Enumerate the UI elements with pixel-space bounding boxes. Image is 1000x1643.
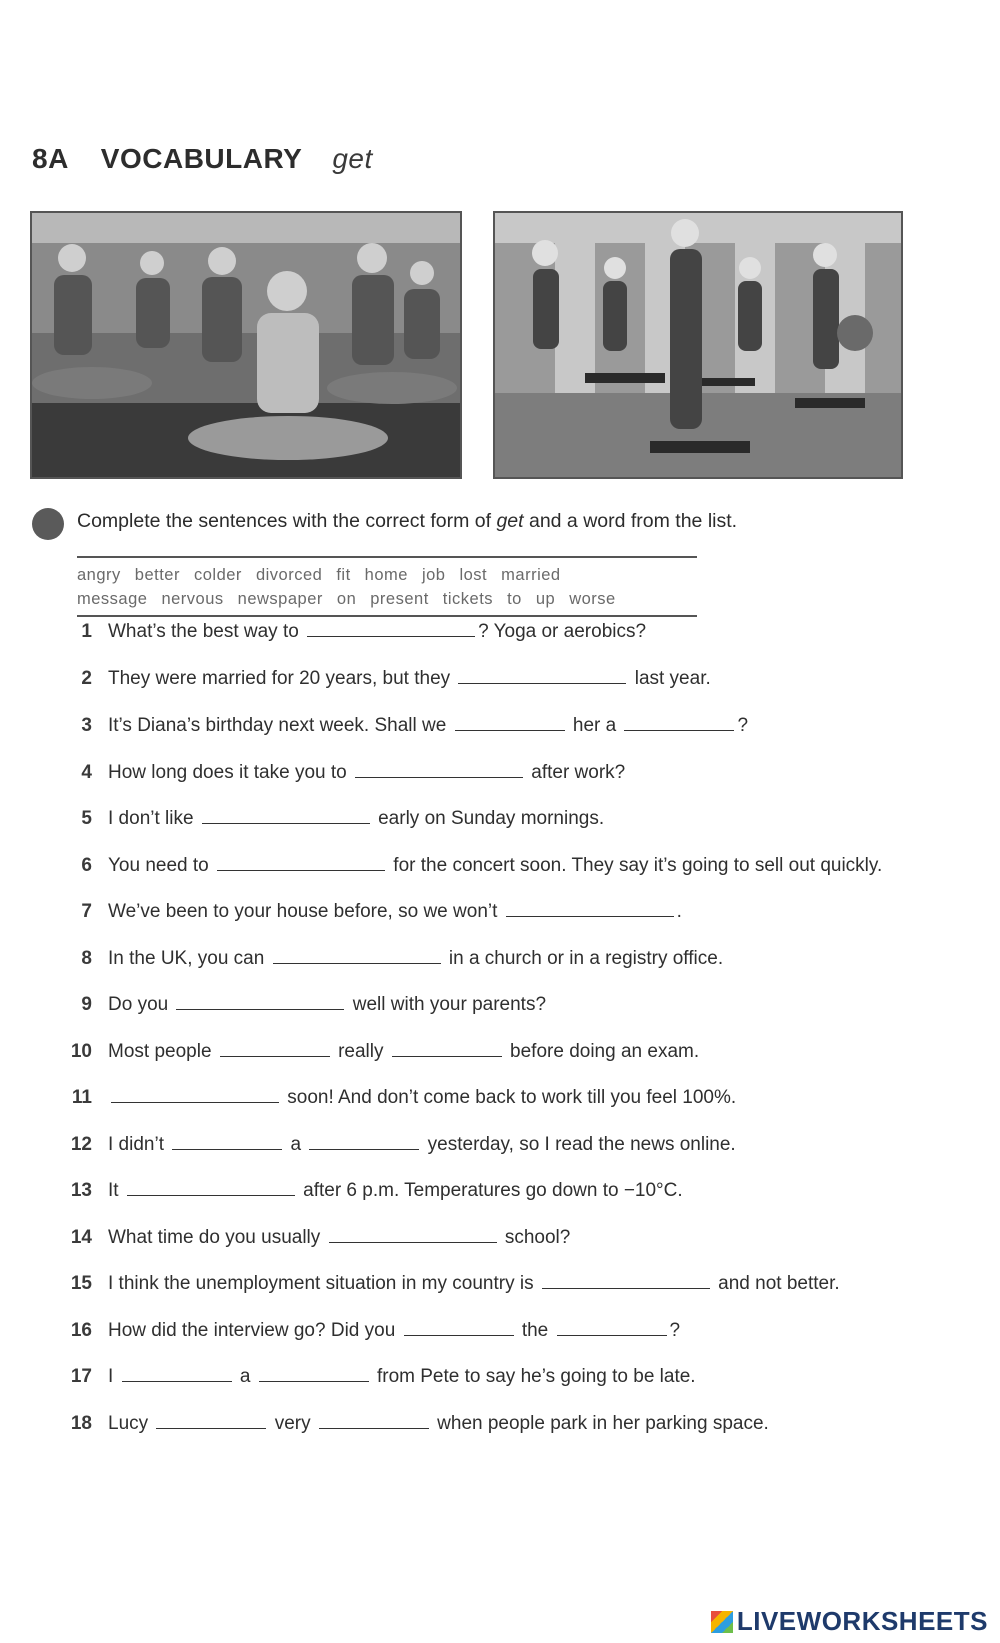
item-text: Lucy [108,1413,154,1434]
answer-blank[interactable] [455,712,565,731]
word-list-item: present [370,590,429,608]
item-text: We’ve been to your house before, so we won’t [108,901,503,922]
exercise-bullet [32,508,64,540]
word-list-item: colder [193,566,242,584]
exercise-item [62,1177,982,1203]
item-text: I [108,1366,119,1387]
item-number: 5 [81,808,92,829]
word-list-item: lost [459,566,488,584]
word-list-item: home [364,566,408,584]
item-number: 11 [71,1087,92,1108]
item-text: ? Yoga or aerobics? [478,621,647,642]
exercise-item [62,712,982,738]
exercise-item [62,945,982,971]
item-text: It’s Diana’s birthday next week. Shall we [108,715,452,736]
answer-blank[interactable] [111,1084,279,1103]
item-number: 13 [70,1180,92,1201]
liveworksheets-logo: LIVEWORKSHEETS [711,1606,988,1637]
word-list-item: nervous [161,590,224,608]
instructions: Complete the sentences with the correct form of get and a word from the list. [77,510,738,532]
answer-blank[interactable] [392,1038,502,1057]
item-text: Most people [108,1041,217,1062]
item-text: a [285,1134,307,1155]
word-list-item: fit [336,566,351,584]
exercise-item [62,898,982,924]
item-text: well with your parents? [347,994,547,1015]
word-list-item: message [77,590,148,608]
item-number: 9 [81,994,92,1015]
item-text: I think the unemployment situation in my country is [108,1273,539,1294]
answer-blank[interactable] [542,1270,710,1289]
photo-yoga-class [30,211,462,479]
exercise-item [62,1317,982,1343]
word-list-row [77,563,697,587]
exercise-item [62,1038,982,1064]
item-text: the [516,1320,554,1341]
item-text: . [676,901,682,922]
exercise-item [62,665,982,691]
exercise-item [62,991,982,1017]
word-list-row [77,587,697,611]
answer-blank[interactable] [273,945,441,964]
item-text: ? [737,715,749,736]
answer-blank[interactable] [355,759,523,778]
answer-blank[interactable] [307,618,475,637]
word-list-item: worse [569,590,616,608]
answer-blank[interactable] [122,1363,232,1382]
item-number: 15 [70,1273,92,1294]
item-text: You need to [108,855,215,876]
item-number: 1 [81,621,92,642]
item-text: ? [669,1320,681,1341]
answer-blank[interactable] [319,1410,429,1429]
item-text: They were married for 20 years, but they [108,668,456,689]
item-text: last year. [629,668,711,689]
exercise-item [62,759,982,785]
item-text: from Pete to say he’s going to be late. [371,1366,696,1387]
item-number: 10 [70,1041,92,1062]
item-text: in a church or in a registry office. [443,948,724,969]
item-text: before doing an exam. [504,1041,700,1062]
item-text: her a [567,715,622,736]
item-text: for the concert soon. They say it’s going to sell out quickly. [388,855,883,876]
exercise-item [62,1084,982,1110]
word-list-item: up [535,590,556,608]
answer-blank[interactable] [458,665,626,684]
answer-blank[interactable] [557,1317,667,1336]
answer-blank[interactable] [309,1131,419,1150]
exercise-item [62,1410,982,1436]
word-list-item: to [507,590,522,608]
item-number: 7 [81,901,92,922]
answer-blank[interactable] [176,991,344,1010]
item-text: very [269,1413,316,1434]
logo-mark-icon [711,1611,733,1633]
exercise-item [62,618,982,644]
exercise-item [62,805,982,831]
answer-blank[interactable] [202,805,370,824]
item-text: Do you [108,994,174,1015]
answer-blank[interactable] [217,852,385,871]
exercise-item [62,852,982,878]
item-number: 8 [81,948,92,969]
word-list-item: tickets [442,590,494,608]
item-number: 16 [70,1320,92,1341]
item-number: 18 [70,1413,92,1434]
word-list-item: better [134,566,180,584]
word-list-item: angry [77,566,121,584]
item-text: early on Sunday mornings. [372,808,605,829]
item-text: How long does it take you to [108,762,352,783]
item-number: 3 [81,715,92,736]
answer-blank[interactable] [404,1317,514,1336]
exercise-item [62,1270,982,1296]
item-text: when people park in her parking space. [431,1413,769,1434]
word-list-item: married [501,566,561,584]
item-text: yesterday, so I read the news online. [422,1134,736,1155]
word-list-item: divorced [255,566,323,584]
item-text: It [108,1180,124,1201]
item-text: and not better. [712,1273,840,1294]
answer-blank[interactable] [329,1224,497,1243]
word-list-item: newspaper [237,590,323,608]
item-text: What’s the best way to [108,621,305,642]
item-number: 6 [81,855,92,876]
answer-blank[interactable] [172,1131,282,1150]
item-text: after 6 p.m. Temperatures go down to −10°C. [297,1180,683,1201]
item-text: school? [499,1227,571,1248]
item-number: 2 [81,668,92,689]
exercise-item [62,1224,982,1250]
item-text: a [234,1366,256,1387]
item-number: 17 [70,1366,92,1387]
word-list-box [77,556,697,617]
topic-label: get [332,143,373,174]
word-list-item: job [421,566,446,584]
item-text: In the UK, you can [108,948,270,969]
item-number: 4 [81,762,92,783]
item-text: I don’t like [108,808,199,829]
answer-blank[interactable] [220,1038,330,1057]
item-text: after work? [525,762,626,783]
item-text: really [332,1041,389,1062]
answer-blank[interactable] [506,898,674,917]
exercise-item [62,1363,982,1389]
answer-blank[interactable] [259,1363,369,1382]
item-text: I didn’t [108,1134,170,1155]
page-title [32,143,373,175]
item-text: How did the interview go? Did you [108,1320,401,1341]
word-list-item: on [336,590,357,608]
answer-blank[interactable] [624,712,734,731]
photo-step-aerobics-class [493,211,903,479]
item-number: 14 [70,1227,92,1248]
section-label: VOCABULARY [100,143,303,174]
item-number: 12 [70,1134,92,1155]
answer-blank[interactable] [127,1177,295,1196]
item-text: What time do you usually [108,1227,326,1248]
answer-blank[interactable] [156,1410,266,1429]
exercise-item [62,1131,982,1157]
unit-code: 8A [32,143,69,174]
item-text: soon! And don’t come back to work till you feel 100%. [282,1087,737,1108]
